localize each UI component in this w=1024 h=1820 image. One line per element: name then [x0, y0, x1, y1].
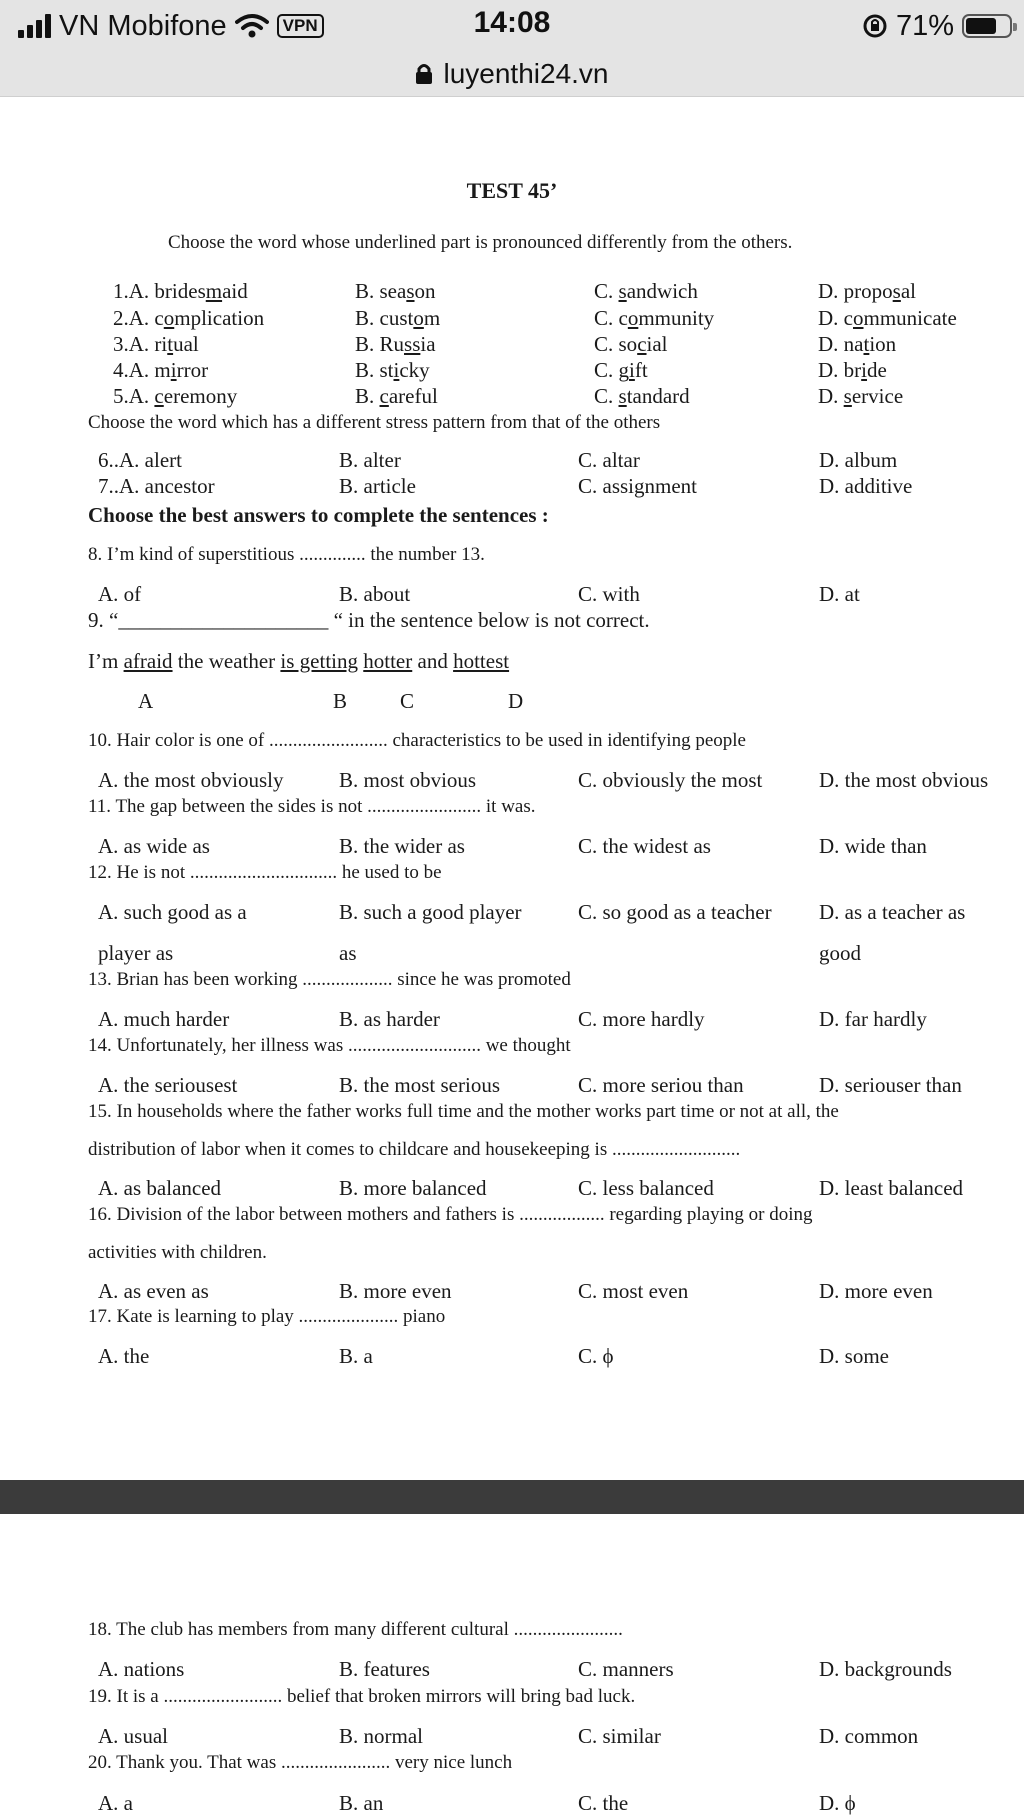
q8-option-a[interactable]: A. of	[98, 582, 142, 606]
pron-q1-option-d: D. proposal	[818, 279, 917, 303]
q19-option-c[interactable]: C. similar	[578, 1724, 661, 1748]
pron-q2-option-a: 2.A. complication	[113, 306, 265, 330]
q13-option-d[interactable]: D. far hardly	[819, 1007, 927, 1031]
pron-q5-option-b: B. careful	[355, 384, 438, 408]
question-16-line-1: 16. Division of the labor between mothers and fathers is .................. regarding playing or doing	[88, 1204, 813, 1225]
question-19: 19. It is a ......................... belief that broken mirrors will bring bad luck.	[88, 1686, 636, 1707]
q17-option-a[interactable]: A. the	[98, 1344, 150, 1368]
stress-q7-option-b: B. article	[339, 474, 416, 498]
url-domain: luyenthi24.vn	[443, 58, 609, 89]
pron-q5-option-c: C. standard	[594, 384, 690, 408]
q15-option-c[interactable]: C. less balanced	[578, 1176, 714, 1200]
q18-option-a[interactable]: A. nations	[98, 1657, 185, 1681]
question-15-line-1: 15. In households where the father works full time and the mother works part time or not at all, the	[88, 1101, 839, 1122]
q12-option-c[interactable]: C. so good as a teacher	[578, 900, 772, 924]
question-11: 11. The gap between the sides is not ........................ it was.	[88, 796, 536, 817]
q14-option-d[interactable]: D. seriouser than	[819, 1073, 962, 1097]
q16-option-b[interactable]: B. more even	[339, 1279, 452, 1303]
pron-q5-option-d: D. service	[818, 384, 904, 408]
q9-letter-d: D	[508, 689, 524, 713]
question-9-sentence: I’m afraid the weather is getting hotter and hottest	[88, 649, 510, 673]
q13-option-a[interactable]: A. much harder	[98, 1007, 230, 1031]
q11-option-b[interactable]: B. the wider as	[339, 834, 465, 858]
pron-q1-option-a: 1.A. bridesmaid	[113, 279, 248, 303]
pron-q4-option-b: B. sticky	[355, 358, 430, 382]
q12-option-a[interactable]: A. such good as a	[98, 900, 247, 924]
vpn-badge: VPN	[277, 14, 324, 38]
pron-q2-option-c: C. community	[594, 306, 715, 330]
q16-option-c[interactable]: C. most even	[578, 1279, 689, 1303]
q9-letter-a: A	[138, 689, 154, 713]
q15-option-b[interactable]: B. more balanced	[339, 1176, 487, 1200]
question-18: 18. The club has members from many different cultural .......................	[88, 1619, 623, 1640]
option-b-underline: is getting	[280, 649, 359, 673]
option-c-underline: hotter	[363, 649, 413, 673]
q9-letter-c: C	[400, 689, 415, 713]
q20-option-c[interactable]: C. the	[578, 1791, 629, 1815]
q19-option-d[interactable]: D. common	[819, 1724, 919, 1748]
q14-option-c[interactable]: C. more seriou than	[578, 1073, 744, 1097]
option-a-underline: afraid	[123, 649, 173, 673]
pron-q4-option-c: C. gift	[594, 358, 648, 382]
q10-option-c[interactable]: C. obviously the most	[578, 768, 763, 792]
question-13: 13. Brian has been working ................... since he was promoted	[88, 969, 571, 990]
pron-q3-option-d: D. nation	[818, 332, 897, 356]
stress-q6-option-c: C. altar	[578, 448, 640, 472]
q16-option-a[interactable]: A. as even as	[98, 1279, 209, 1303]
stress-q7-option-d: D. additive	[819, 474, 913, 498]
question-9: 9. “____________________ “ in the sentence below is not correct.	[88, 608, 650, 632]
status-time: 14:08	[473, 6, 551, 39]
q19-option-b[interactable]: B. normal	[339, 1724, 423, 1748]
option-d-underline: hottest	[453, 649, 510, 673]
pron-q1-option-b: B. season	[355, 279, 436, 303]
pron-q3-option-b: B. Russia	[355, 332, 436, 356]
q8-option-d[interactable]: D. at	[819, 582, 860, 606]
q12-option-b-cont: as	[339, 941, 357, 965]
q20-option-a[interactable]: A. a	[98, 1791, 133, 1815]
q12-option-d-cont: good	[819, 941, 861, 965]
q20-option-b[interactable]: B. an	[339, 1791, 384, 1815]
pron-q5-option-a: 5.A. ceremony	[113, 384, 238, 408]
q9-letter-b: B	[333, 689, 348, 713]
q18-option-d[interactable]: D. backgrounds	[819, 1657, 952, 1681]
q18-option-c[interactable]: C. manners	[578, 1657, 674, 1681]
pron-q1-option-c: C. sandwich	[594, 279, 698, 303]
q10-option-b[interactable]: B. most obvious	[339, 768, 477, 792]
q11-option-d[interactable]: D. wide than	[819, 834, 927, 858]
pron-q3-option-a: 3.A. ritual	[113, 332, 199, 356]
test-title: TEST 45’	[466, 178, 558, 203]
q11-option-c[interactable]: C. the widest as	[578, 834, 711, 858]
q13-option-b[interactable]: B. as harder	[339, 1007, 440, 1031]
q8-option-c[interactable]: C. with	[578, 582, 640, 606]
q12-option-a-cont: player as	[98, 941, 174, 965]
q15-option-d[interactable]: D. least balanced	[819, 1176, 964, 1200]
question-10: 10. Hair color is one of ......................... characteristics to be used in identifying people	[88, 730, 746, 751]
q13-option-c[interactable]: C. more hardly	[578, 1007, 705, 1031]
q14-option-b[interactable]: B. the most serious	[339, 1073, 500, 1097]
question-16-line-2: activities with children.	[88, 1242, 267, 1263]
q10-option-a[interactable]: A. the most obviously	[98, 768, 284, 792]
pron-q2-option-d: D. communicate	[818, 306, 957, 330]
q12-option-b[interactable]: B. such a good player	[339, 900, 522, 924]
stress-q6-option-b: B. alter	[339, 448, 401, 472]
q11-option-a[interactable]: A. as wide as	[98, 834, 210, 858]
instruction-complete: Choose the best answers to complete the sentences :	[88, 503, 549, 527]
q20-option-d[interactable]: D. ϕ	[819, 1791, 856, 1815]
question-20: 20. Thank you. That was ....................... very nice lunch	[88, 1752, 513, 1773]
stress-q6-option-d: D. album	[819, 448, 898, 472]
q10-option-d[interactable]: D. the most obvious	[819, 768, 989, 792]
pron-q4-option-d: D. bride	[818, 358, 887, 382]
pron-q4-option-a: 4.A. mirror	[113, 358, 209, 382]
q17-option-d[interactable]: D. some	[819, 1344, 889, 1368]
stress-q6-option-a: 6..A. alert	[98, 448, 182, 472]
question-12: 12. He is not ............................... he used to be	[88, 862, 442, 883]
carrier-name: VN Mobifone	[59, 9, 227, 42]
instruction-pronunciation: Choose the word whose underlined part is pronounced differently from the others.	[168, 232, 793, 253]
question-17: 17. Kate is learning to play ..................... piano	[88, 1306, 446, 1327]
page-separator	[0, 1480, 1024, 1514]
question-14: 14. Unfortunately, her illness was ............................ we thought	[88, 1035, 571, 1056]
pron-q2-option-b: B. custom	[355, 306, 441, 330]
pron-q3-option-c: C. social	[594, 332, 668, 356]
battery-percent: 71%	[895, 9, 954, 42]
q12-option-d[interactable]: D. as a teacher as	[819, 900, 966, 924]
q19-option-a[interactable]: A. usual	[98, 1724, 168, 1748]
q8-option-b[interactable]: B. about	[339, 582, 411, 606]
q17-option-c[interactable]: C. ϕ	[578, 1344, 614, 1368]
q14-option-a[interactable]: A. the seriousest	[98, 1073, 238, 1097]
question-8: 8. I’m kind of superstitious .............. the number 13.	[88, 544, 485, 565]
q16-option-d[interactable]: D. more even	[819, 1279, 933, 1303]
instruction-stress: Choose the word which has a different stress pattern from that of the others	[88, 412, 661, 433]
question-15-line-2: distribution of labor when it comes to childcare and housekeeping is ...........................	[88, 1139, 741, 1160]
q15-option-a[interactable]: A. as balanced	[98, 1176, 222, 1200]
stress-q7-option-a: 7..A. ancestor	[98, 474, 215, 498]
q17-option-b[interactable]: B. a	[339, 1344, 373, 1368]
stress-q7-option-c: C. assignment	[578, 474, 697, 498]
q18-option-b[interactable]: B. features	[339, 1657, 430, 1681]
